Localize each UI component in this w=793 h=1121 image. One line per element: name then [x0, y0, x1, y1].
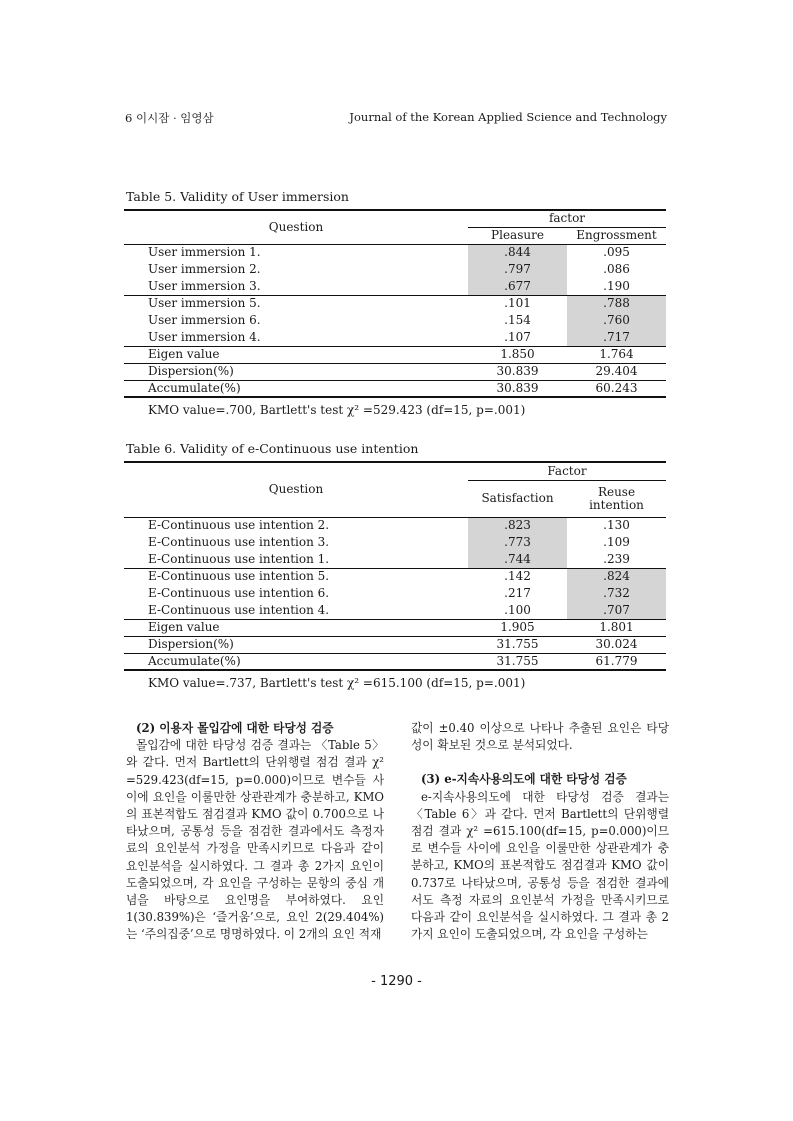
table5-row-label: User immersion 2.: [148, 262, 261, 276]
table5-stat-row: [124, 346, 666, 363]
table6-cell: 1.801: [567, 619, 666, 636]
table5-cell: .095: [603, 245, 630, 260]
table5-column-header: Engrossment: [567, 227, 666, 244]
table5-cell: .844: [468, 244, 567, 261]
table5-stat-label: Accumulate(%): [124, 380, 468, 397]
table6-cell: 31.755: [468, 636, 567, 653]
body-paragraph: e-지속사용의도에 대한 타당성 검증 결과는 〈Table 6〉과 같다. 먼저 Bartlett의 단위행렬 점검 결과 χ² =615.100(df=15, p=0.000)이므로 변수들 사이에 요인을 이룰만한 상관관계가 충분하고, KMO의 표본적합도 점검결과 KMO 값이 0.737로 나타났으며, 공통성 등을 점검한 결과에서도 측정 자료의 요인분석 가정을 만족시키므로 다음과 같이 요인분석을 실시하였다. 그 결과 총 2가지 요인이 도출되었으며, 각 요인을 구성하는: [411, 789, 669, 942]
table6-row: [124, 534, 666, 551]
table6-row-label: E-Continuous use intention 4.: [124, 602, 468, 619]
section-heading: (2) 이용자 몰입감에 대한 타당성 검증: [136, 721, 334, 735]
table5-row: [124, 278, 666, 295]
table6-cell: .707: [567, 602, 666, 619]
table5-column-header: Pleasure: [468, 227, 567, 244]
table6-cell: .732: [567, 585, 666, 602]
table5-stat-label: Eigen value: [124, 346, 468, 363]
table6-row-label: E-Continuous use intention 1.: [124, 551, 468, 568]
table5-row-label: User immersion 5.: [148, 296, 261, 311]
table6-row-label: E-Continuous use intention 6.: [148, 586, 330, 600]
table5-note: KMO value=.700, Bartlett's test χ² =529.423 (df=15, p=.001): [148, 403, 526, 417]
table5-cell: 1.850: [468, 346, 567, 363]
table6-column-header: Satisfaction: [468, 480, 567, 517]
table6-cell: .824: [567, 568, 666, 585]
table6-stat-label: Accumulate(%): [124, 653, 468, 670]
table5-row-label: User immersion 3.: [124, 278, 468, 295]
running-header-left: 6 이시잠 · 임영삼: [125, 111, 214, 125]
table5-cell: .190: [567, 278, 666, 295]
table6-row: [124, 551, 666, 568]
table6-factor-header: Factor: [468, 462, 666, 480]
body-column-right: [411, 720, 669, 943]
table6-note: KMO value=.737, Bartlett's test χ² =615.100 (df=15, p=.001): [148, 676, 526, 690]
table5-cell: .677: [468, 278, 567, 295]
table6-row: [124, 568, 666, 585]
table5-cell: .797: [468, 261, 567, 278]
table6-stat-label: Dispersion(%): [124, 636, 468, 653]
running-header-right: Journal of the Korean Applied Science and Technology: [349, 110, 667, 124]
body-column-left: [126, 720, 384, 944]
table6-cell: 1.905: [468, 619, 567, 636]
table5-row-label: User immersion 6.: [148, 313, 261, 327]
table6-cell: 31.755: [468, 653, 567, 670]
table5-caption: Table 5. Validity of User immersion: [126, 189, 349, 204]
table5-cell: .760: [567, 312, 666, 329]
table6-cell: .130: [603, 518, 630, 533]
table5-stat-row: [124, 363, 666, 380]
table6-cell: .823: [468, 517, 567, 534]
table6-cell: 61.779: [567, 653, 666, 670]
table5-row: [124, 295, 666, 312]
table5-cell: 30.839: [468, 380, 567, 397]
table5-cell: 60.243: [567, 380, 666, 397]
table5-cell: .107: [468, 329, 567, 346]
table5-cell: .788: [567, 295, 666, 312]
table6-cell: .100: [468, 602, 567, 619]
table5-row: [124, 261, 666, 278]
table5-question-header: Question: [124, 210, 468, 244]
table6-cell: .744: [468, 551, 567, 568]
table5-row: [124, 312, 666, 329]
table5-cell: .086: [603, 262, 630, 276]
table5-cell: 1.764: [567, 346, 666, 363]
table6-cell: .109: [603, 535, 630, 549]
table6-column-header: Reuse intention: [567, 480, 666, 517]
body-paragraph: 몰입감에 대한 타당성 검증 결과는 〈Table 5〉와 같다. 먼저 Bartlett의 단위행렬 점검 결과 χ² =529.423(df=15, p=0.000)이므로 변수들 사이에 요인을 이룰만한 상관관계가 충분하고, KMO의 표본적합도 점검결과 KMO 값이 0.700으로 나타났으며, 공통성 등을 점검한 결과에서도 측정자료의 요인분석 가정을 만족시키므로 다음과 같이 요인분석을 실시하였다. 그 결과 총 2가지 요인이 도출되었으며, 각 요인을 구성하는 문항의 중심 개념을 바탕으로 요인명을 부여하였다. 요인 1(30.839%)은 ‘즐거움’으로, 요인 2(29.404%)는 ‘주의집중’으로 명명하였다. 이 2개의 요인 적재: [126, 738, 384, 942]
section-heading: (3) e-지속사용의도에 대한 타당성 검증: [421, 772, 627, 787]
table5-row: [124, 244, 666, 261]
table5-cell: .154: [504, 313, 531, 327]
table6-row: [124, 602, 666, 619]
table5-cell: .101: [504, 296, 531, 311]
table6: [124, 461, 666, 671]
page-number: - 1290 -: [371, 974, 422, 989]
table5-row: [124, 329, 666, 346]
table6-row-label: E-Continuous use intention 5.: [148, 569, 330, 584]
table5-factor-header: factor: [468, 210, 666, 227]
table5-cell: 29.404: [567, 363, 666, 380]
table5-row-label: User immersion 1.: [148, 245, 261, 260]
table6-question-header: Question: [124, 462, 468, 517]
table6-cell: .142: [504, 569, 531, 584]
table5-row-label: User immersion 4.: [124, 329, 468, 346]
table6-caption: Table 6. Validity of e-Continuous use intention: [126, 441, 419, 456]
table6-stat-row: [124, 636, 666, 653]
table6-cell: 30.024: [567, 636, 666, 653]
table6-row: [124, 517, 666, 534]
table6-row-label: E-Continuous use intention 3.: [148, 535, 330, 549]
table6-stat-row: [124, 653, 666, 670]
table6-row-label: E-Continuous use intention 2.: [148, 518, 330, 533]
table6-stat-label: Eigen value: [124, 619, 468, 636]
table5-cell: 30.839: [468, 363, 567, 380]
table6-cell: .239: [567, 551, 666, 568]
table6-stat-row: [124, 619, 666, 636]
table6-row: [124, 585, 666, 602]
table5-stat-row: [124, 380, 666, 397]
table5: [124, 209, 666, 398]
table6-cell: .217: [504, 586, 531, 600]
table6-cell: .773: [468, 534, 567, 551]
table5-cell: .717: [567, 329, 666, 346]
table5-stat-label: Dispersion(%): [124, 363, 468, 380]
body-paragraph: 값이 ±0.40 이상으로 나타나 추출된 요인은 타당성이 확보된 것으로 분석되었다.: [411, 721, 669, 753]
